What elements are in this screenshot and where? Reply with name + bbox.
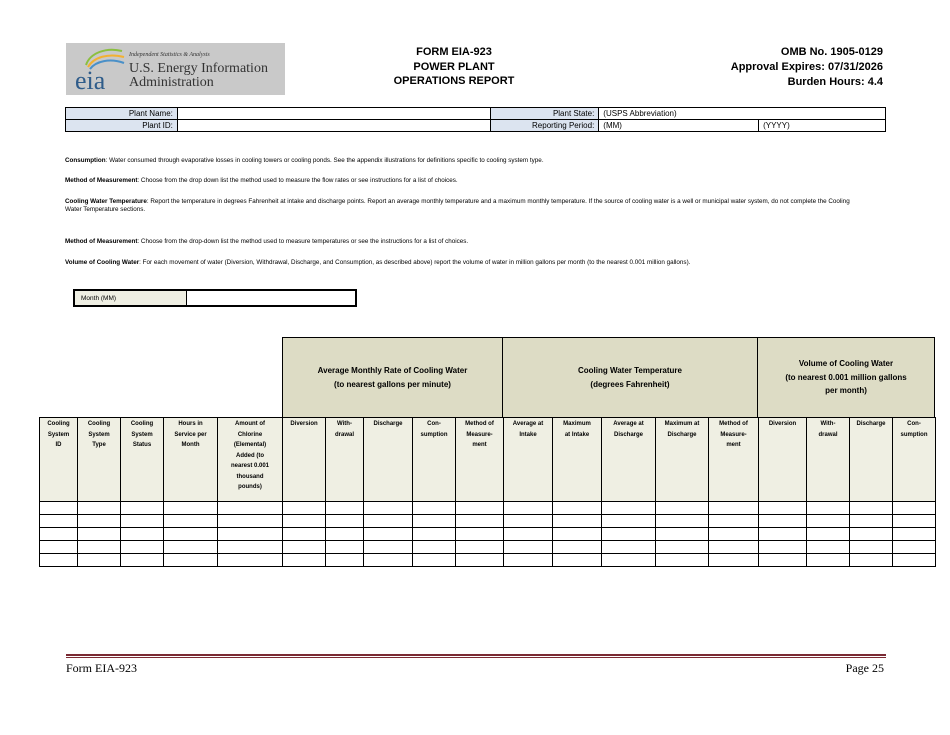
grid-cell[interactable] — [283, 554, 326, 567]
instruction-consumption: Consumption: Water consumed through evaporative losses in cooling towers or cooling ponds. See the appendix illustrations for definitions specific to cooling system type. — [65, 157, 544, 164]
grid-cell[interactable] — [893, 528, 936, 541]
grid-cell[interactable] — [456, 502, 504, 515]
column-header-9: Method of Measure- ment — [456, 418, 504, 502]
column-header-12: Average at Discharge — [602, 418, 656, 502]
grid-cell[interactable] — [504, 554, 553, 567]
grid-cell[interactable] — [40, 554, 78, 567]
column-header-15: Diversion — [759, 418, 807, 502]
plant-id-field[interactable] — [177, 120, 491, 132]
grid-cell[interactable] — [807, 528, 850, 541]
column-header-0: Cooling System ID — [40, 418, 78, 502]
grid-cell[interactable] — [283, 502, 326, 515]
grid-cell[interactable] — [893, 554, 936, 567]
grid-cell[interactable] — [759, 554, 807, 567]
month-input[interactable] — [186, 290, 356, 306]
grid-cell[interactable] — [656, 515, 709, 528]
column-header-8: Con- sumption — [413, 418, 456, 502]
grid-cell[interactable] — [413, 541, 456, 554]
grid-cell[interactable] — [40, 541, 78, 554]
grid-cell[interactable] — [759, 515, 807, 528]
footer-rule — [66, 654, 886, 656]
grid-cell[interactable] — [553, 515, 602, 528]
instruction-cooling-water-temperature: Cooling Water Temperature: Report the temperature in degrees Fahrenheit at intake and discharge points. Report an average monthly temperature and a maximum monthly temperature. If the source of cooling water is a well or municipal water system, do not complete the Cooling Water Temperature sections. — [65, 198, 850, 213]
grid-cell[interactable] — [78, 502, 121, 515]
plant-name-label: Plant Name: — [66, 108, 178, 120]
grid-cell[interactable] — [850, 502, 893, 515]
column-header-5: Diversion — [283, 418, 326, 502]
table-row — [40, 541, 936, 554]
grid-cell[interactable] — [164, 528, 218, 541]
grid-cell[interactable] — [413, 515, 456, 528]
grid-cell[interactable] — [807, 554, 850, 567]
group-header-rate: Average Monthly Rate of Cooling Water (to nearest gallons per minute) — [282, 337, 503, 418]
column-header-2: Cooling System Status — [121, 418, 164, 502]
grid-cell[interactable] — [893, 502, 936, 515]
grid-cell[interactable] — [602, 541, 656, 554]
grid-cell[interactable] — [759, 528, 807, 541]
grid-cell[interactable] — [807, 515, 850, 528]
omb-info — [731, 45, 883, 90]
grid-cell[interactable] — [709, 528, 759, 541]
grid-cell[interactable] — [759, 541, 807, 554]
grid-cell[interactable] — [807, 502, 850, 515]
grid-cell[interactable] — [40, 515, 78, 528]
grid-cell[interactable] — [164, 541, 218, 554]
grid-cell[interactable] — [893, 541, 936, 554]
column-header-4: Amount of Chlorine (Elemental) Added (to nearest 0.001 thousand pounds) — [218, 418, 283, 502]
column-header-7: Discharge — [364, 418, 413, 502]
grid-cell[interactable] — [326, 515, 364, 528]
grid-cell[interactable] — [553, 554, 602, 567]
column-header-13: Maximum at Discharge — [656, 418, 709, 502]
footer-page-number: Page 25 — [845, 661, 884, 675]
form-title: FORM EIA-923 POWER PLANT OPERATIONS REPORT — [393, 46, 515, 87]
column-header-14: Method of Measure- ment — [709, 418, 759, 502]
grid-cell[interactable] — [121, 515, 164, 528]
grid-cell[interactable] — [364, 541, 413, 554]
eia-logo — [66, 43, 285, 95]
svg-text:eia: eia — [75, 66, 106, 93]
grid-cell[interactable] — [850, 554, 893, 567]
grid-cell[interactable] — [218, 502, 283, 515]
table-row — [40, 528, 936, 541]
grid-cell[interactable] — [602, 554, 656, 567]
plant-state-label: Plant State: — [491, 108, 599, 120]
grid-cell[interactable] — [553, 528, 602, 541]
grid-cell[interactable] — [807, 541, 850, 554]
grid-cell[interactable] — [78, 541, 121, 554]
grid-cell[interactable] — [78, 515, 121, 528]
grid-cell[interactable] — [78, 554, 121, 567]
grid-cell[interactable] — [78, 528, 121, 541]
column-header-10: Average at Intake — [504, 418, 553, 502]
grid-cell[interactable] — [602, 515, 656, 528]
grid-cell[interactable] — [504, 502, 553, 515]
table-row — [40, 515, 936, 528]
grid-cell[interactable] — [218, 528, 283, 541]
grid-cell[interactable] — [218, 554, 283, 567]
grid-cell[interactable] — [364, 528, 413, 541]
group-header-temperature: Cooling Water Temperature (degrees Fahrenheit) — [502, 337, 758, 418]
grid-cell[interactable] — [893, 515, 936, 528]
grid-cell[interactable] — [40, 502, 78, 515]
group-header-volume: Volume of Cooling Water (to nearest 0.001 million gallons per month) — [757, 337, 935, 418]
reporting-year-field[interactable]: (YYYY) — [759, 120, 886, 132]
grid-cell[interactable] — [326, 528, 364, 541]
month-label: Month (MM) — [74, 290, 186, 306]
instruction-temperature-measurement: Method of Measurement: Choose from the drop-down list the method used to measure temperatures or see the instructions for a list of choices. — [65, 238, 469, 245]
reporting-month-field[interactable]: (MM) — [599, 120, 759, 132]
grid-cell[interactable] — [553, 541, 602, 554]
grid-cell[interactable] — [709, 554, 759, 567]
grid-cell[interactable] — [504, 515, 553, 528]
approval-expires: Approval Expires: 07/31/2026 — [730, 61, 883, 73]
table-row — [40, 554, 936, 567]
footer-rule-thin — [66, 657, 886, 658]
plant-info-table — [65, 107, 886, 132]
column-header-1: Cooling System Type — [78, 418, 121, 502]
grid-cell[interactable] — [121, 554, 164, 567]
grid-cell[interactable] — [326, 502, 364, 515]
grid-cell[interactable] — [850, 515, 893, 528]
plant-state-field[interactable]: (USPS Abbreviation) — [599, 108, 886, 120]
grid-cell[interactable] — [413, 554, 456, 567]
grid-cell[interactable] — [283, 515, 326, 528]
grid-cell[interactable] — [218, 515, 283, 528]
grid-cell[interactable] — [283, 528, 326, 541]
column-header-16: With- drawal — [807, 418, 850, 502]
grid-cell[interactable] — [164, 554, 218, 567]
grid-cell[interactable] — [326, 554, 364, 567]
grid-cell[interactable] — [656, 502, 709, 515]
burden-hours: Burden Hours: 4.4 — [787, 76, 883, 88]
column-header-11: Maximum at Intake — [553, 418, 602, 502]
grid-cell[interactable] — [364, 502, 413, 515]
grid-cell[interactable] — [40, 528, 78, 541]
column-header-18: Con- sumption — [893, 418, 936, 502]
grid-cell[interactable] — [656, 554, 709, 567]
reporting-period-label: Reporting Period: — [491, 120, 599, 132]
grid-cell[interactable] — [364, 554, 413, 567]
grid-cell[interactable] — [218, 541, 283, 554]
grid-cell[interactable] — [364, 515, 413, 528]
footer-form-name: Form EIA-923 — [66, 661, 137, 675]
grid-cell[interactable] — [456, 541, 504, 554]
column-header-6: With- drawal — [326, 418, 364, 502]
grid-cell[interactable] — [121, 528, 164, 541]
grid-cell[interactable] — [456, 515, 504, 528]
instruction-flow-measurement: Method of Measurement: Choose from the drop down list the method used to measure the flow rates or see instructions for a list of choices. — [65, 177, 458, 184]
plant-name-field[interactable] — [177, 108, 491, 120]
month-field-table — [73, 289, 357, 307]
plant-id-label: Plant ID: — [66, 120, 178, 132]
grid-cell[interactable] — [709, 502, 759, 515]
grid-cell[interactable] — [413, 502, 456, 515]
grid-cell[interactable] — [553, 502, 602, 515]
table-row — [40, 502, 936, 515]
grid-cell[interactable] — [283, 541, 326, 554]
grid-cell[interactable] — [850, 528, 893, 541]
grid-cell[interactable] — [164, 515, 218, 528]
grid-cell[interactable] — [602, 528, 656, 541]
grid-cell[interactable] — [709, 515, 759, 528]
eia-logo-mark-icon — [72, 45, 130, 93]
grid-cell[interactable] — [602, 502, 656, 515]
grid-cell[interactable] — [656, 528, 709, 541]
logo-name: U.S. Energy Information Administration — [129, 61, 268, 90]
grid-cell[interactable] — [413, 528, 456, 541]
omb-number: OMB No. 1905-0129 — [780, 46, 883, 58]
grid-cell[interactable] — [850, 541, 893, 554]
grid-cell[interactable] — [456, 528, 504, 541]
column-header-3: Hours in Service per Month — [164, 418, 218, 502]
column-header-17: Discharge — [850, 418, 893, 502]
grid-cell[interactable] — [709, 541, 759, 554]
grid-cell[interactable] — [121, 502, 164, 515]
grid-cell[interactable] — [759, 502, 807, 515]
grid-cell[interactable] — [121, 541, 164, 554]
grid-cell[interactable] — [326, 541, 364, 554]
grid-cell[interactable] — [656, 541, 709, 554]
grid-cell[interactable] — [504, 528, 553, 541]
logo-tagline: Independent Statistics & Analysis — [129, 52, 210, 58]
grid-cell[interactable] — [456, 554, 504, 567]
instruction-volume-cooling-water: Volume of Cooling Water: For each movement of water (Diversion, Withdrawal, Discharge, and Consumption, as described above) report the volume of water in million gallons per month (to the nearest 0.001 million gallons). — [65, 259, 691, 266]
grid-cell[interactable] — [164, 502, 218, 515]
grid-cell[interactable] — [504, 541, 553, 554]
cooling-water-grid — [39, 417, 936, 567]
